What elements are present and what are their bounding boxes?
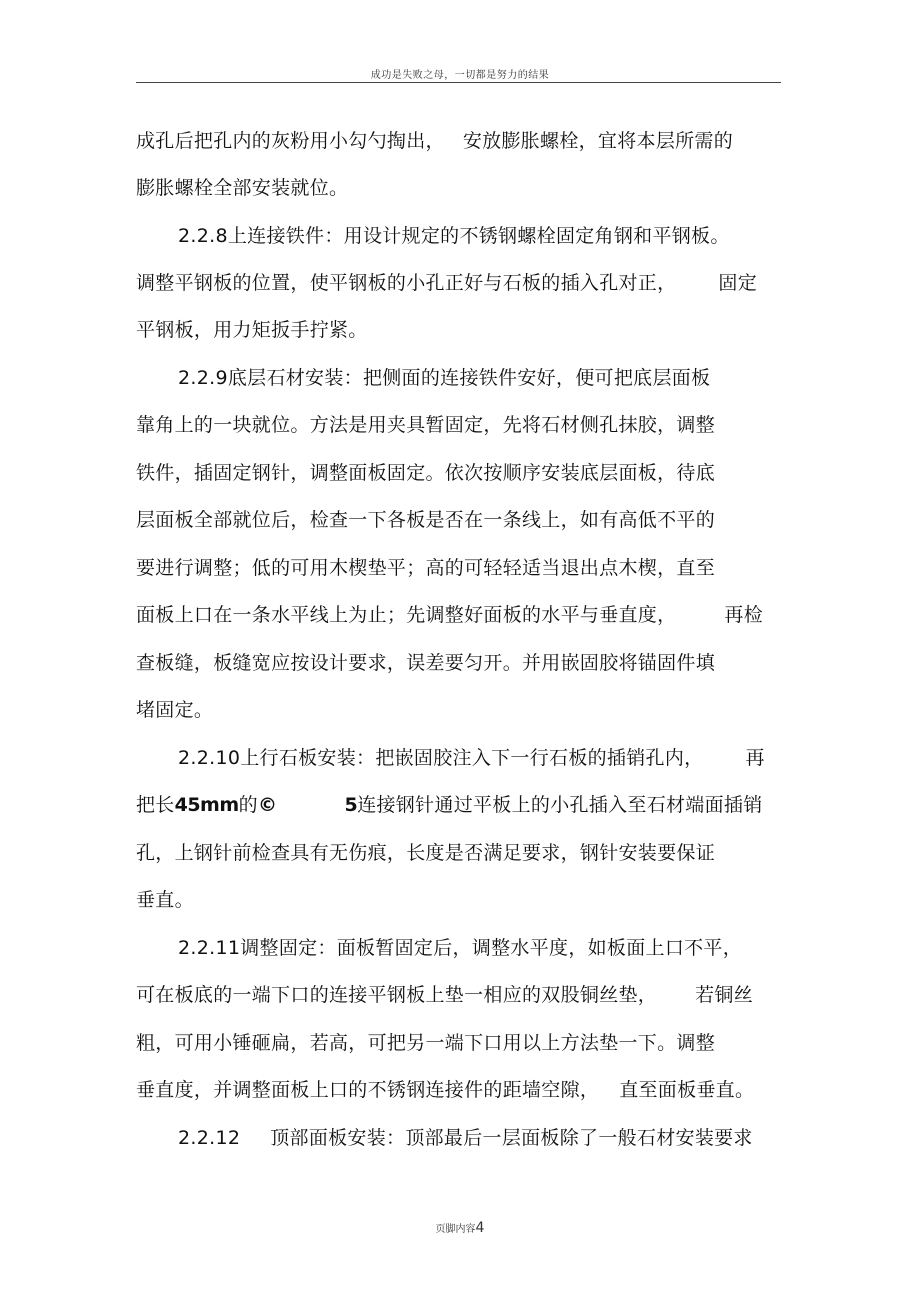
footer-label: 页脚内容 xyxy=(435,1224,476,1235)
text-line: 平钢板，用力矩扳手拧紧。 xyxy=(136,319,368,341)
text-line: 铁件，插固定钢针，调整面板固定。依次按顺序安装底层面板，待底 xyxy=(136,462,716,484)
header-divider xyxy=(136,82,781,83)
text-line: 2.2.10上行石板安装：把嵌固胶注入下一行石板的插销孔内， 再 xyxy=(178,747,765,769)
text-line: 把长45mm的© 5连接钢针通过平板上的小孔插入至石材端面插销 xyxy=(136,794,763,816)
text-line: 垂直。 xyxy=(136,889,194,911)
text-line: 可在板底的一端下口的连接平钢板上垫一相应的双股铜丝垫， 若铜丝 xyxy=(136,984,754,1006)
text-line: 堵固定。 xyxy=(136,699,214,721)
page-number: 4 xyxy=(475,1220,485,1236)
text-line: 粗，可用小锤砸扁，若高，可把另一端下口用以上方法垫一下。调整 xyxy=(136,1032,716,1054)
text-line: 面板上口在一条水平线上为止；先调整好面板的水平与垂直度， 再检 xyxy=(136,604,764,626)
text-line: 2.2.12 顶部面板安装：顶部最后一层面板除了一般石材安装要求 xyxy=(178,1127,753,1149)
page-header: 成功是失败之母，一切都是努力的结果 xyxy=(370,70,550,81)
text-line: 2.2.9底层石材安装：把侧面的连接铁件安好，便可把底层面板 xyxy=(178,367,711,389)
text-line: 层面板全部就位后，检查一下各板是否在一条线上，如有高低不平的 xyxy=(136,509,716,531)
text-line: 成孔后把孔内的灰粉用小勾勺掏出， 安放膨胀螺栓，宜将本层所需的 xyxy=(136,130,734,152)
text-line: 2.2.11调整固定：面板暂固定后，调整水平度，如板面上口不平， xyxy=(178,937,743,959)
text-line: 垂直度，并调整面板上口的不锈钢连接件的距墙空隙， 直至面板垂直。 xyxy=(136,1079,755,1101)
text-line: 要进行调整；低的可用木楔垫平；高的可轻轻适当退出点木楔，直至 xyxy=(136,557,716,579)
text-line: 孔，上钢针前检查具有无伤痕，长度是否满足要求，钢针安装要保证 xyxy=(136,842,716,864)
text-line: 膨胀螺栓全部安装就位。 xyxy=(136,177,349,199)
text-line: 查板缝，板缝宽应按设计要求，误差要匀开。并用嵌固胶将锚固件填 xyxy=(136,652,716,674)
page-footer xyxy=(0,1220,920,1236)
text-line: 2.2.8上连接铁件：用设计规定的不锈钢螺栓固定角钢和平钢板。 xyxy=(178,225,730,247)
text-line: 靠角上的一块就位。方法是用夹具暂固定，先将石材侧孔抹胶，调整 xyxy=(136,414,716,436)
text-line: 调整平钢板的位置，使平钢板的小孔正好与石板的插入孔对正， 固定 xyxy=(136,272,758,294)
